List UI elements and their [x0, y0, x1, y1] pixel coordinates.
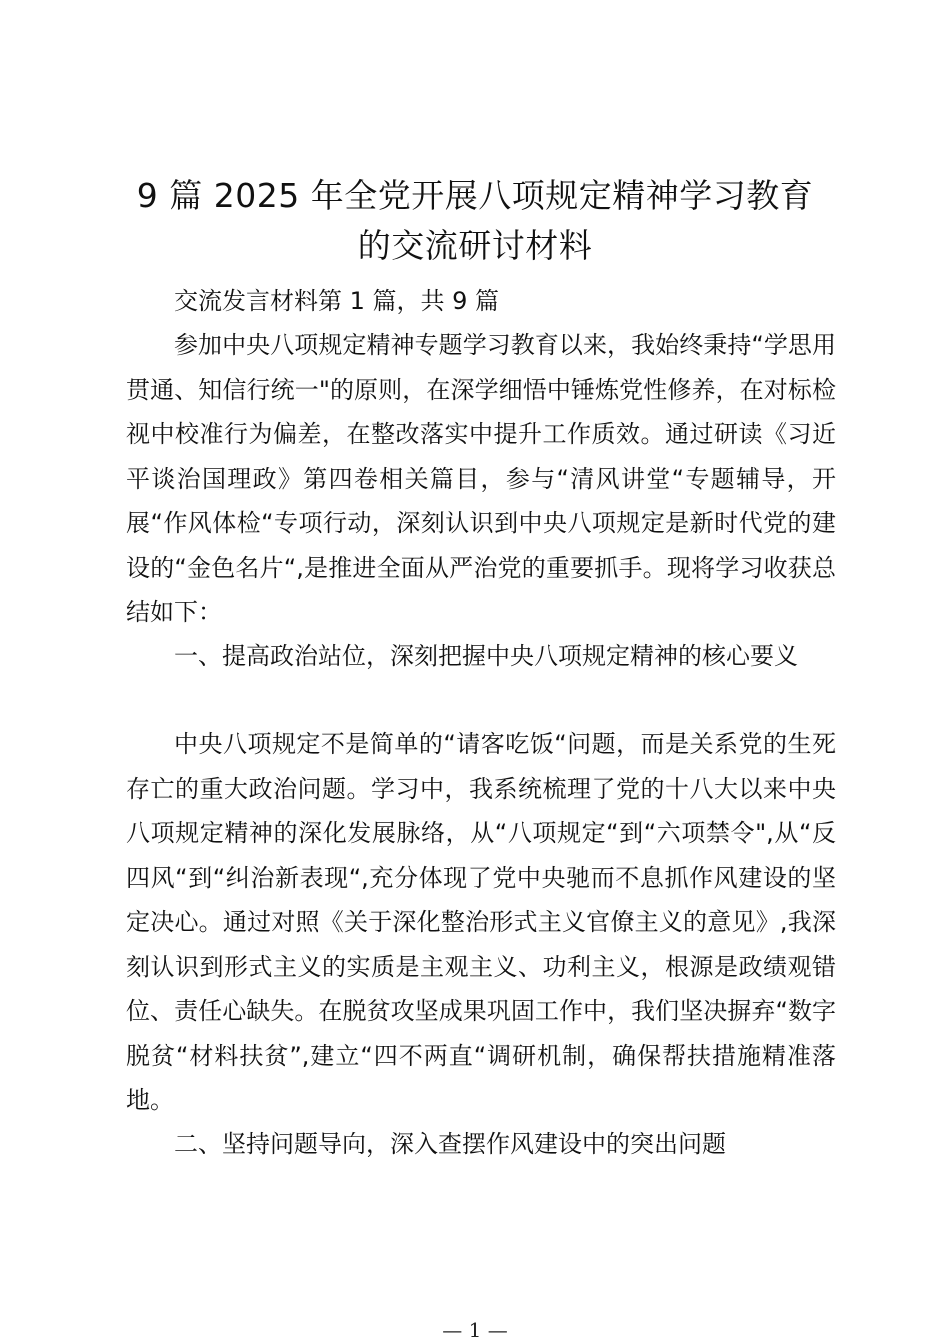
document-subtitle: 交流发言材料第 1 篇，共 9 篇: [174, 287, 500, 315]
section-heading-2: 二、坚持问题导向，深入查摆作风建设中的突出问题: [174, 1130, 726, 1158]
document-title-line-1: 9 篇 2025 年全党开展八项规定精神学习教育: [136, 176, 814, 215]
page-number: — 1 —: [442, 1318, 508, 1342]
paragraph-intro: 参加中央八项规定精神专题学习教育以来，我始终秉持“学思用贯通、知信行统一"的原则，在深学细悟中锤炼党性修养，在对标检视中校准行为偏差，在整改落实中提升工作质效。通过研读《习近平谈治国理政》第四卷相关篇目，参与“清风讲堂“专题辅导，开展“作风体检“专项行动，深刻认识到中央八项规定是新时代党的建设的“金色名片“,是推进全面从严治党的重要抓手。现将学习收获总结如下：: [126, 331, 836, 626]
section-heading-1: 一、提高政治站位，深刻把握中央八项规定精神的核心要义: [174, 642, 798, 670]
paragraph-section-1: 中央八项规定不是简单的“请客吃饭“问题，而是关系党的生死存亡的重大政治问题。学习中，我系统梳理了党的十八大以来中央八项规定精神的深化发展脉络，从“八项规定“到“六项禁令",从“反四风“到“纠治新表现“,充分体现了党中央驰而不息抓作风建设的坚定决心。通过对照《关于深化整治形式主义官僚主义的意见》,我深刻认识到形式主义的实质是主观主义、功利主义，根源是政绩观错位、责任心缺失。在脱贫攻坚成果巩固工作中，我们坚决摒弃“数字脱贫“材料扶贫”,建立“四不两直“调研机制，确保帮扶措施精准落地。: [126, 730, 836, 1114]
document-title-line-2: 的交流研讨材料: [357, 226, 593, 265]
